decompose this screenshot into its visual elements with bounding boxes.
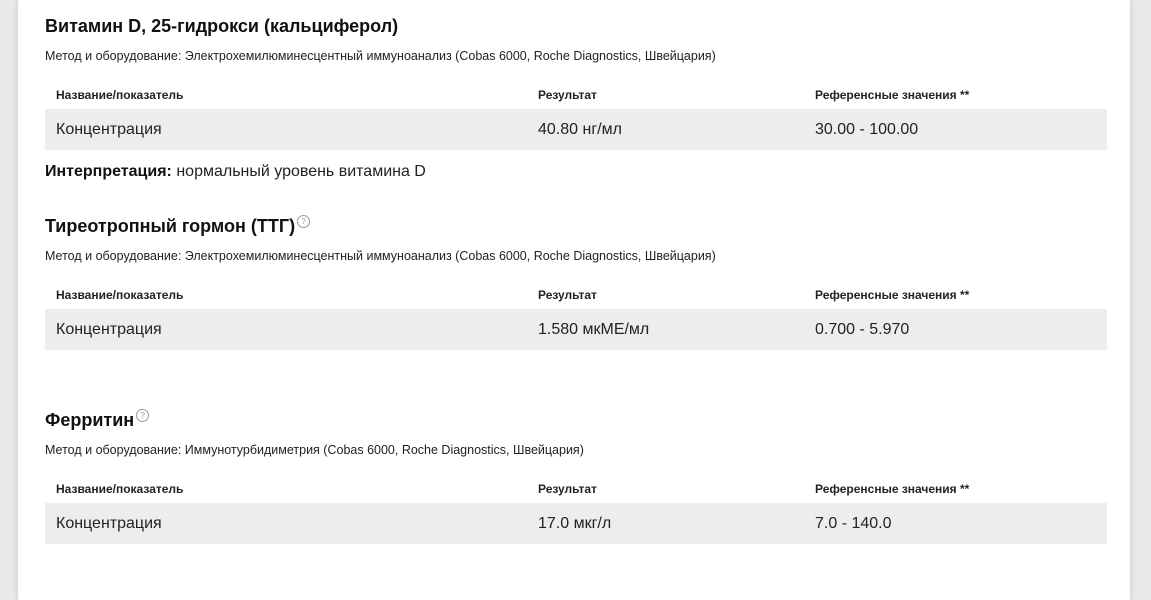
test-section-ferritin [45, 408, 1107, 544]
column-header-result: Результат [538, 482, 597, 496]
column-header-name: Название/показатель [56, 288, 184, 302]
interpretation [45, 163, 426, 181]
table-row [45, 503, 1107, 544]
test-method: Метод и оборудование: Иммунотурбидиметрия (Cobas 6000, Roche Diagnostics, Швейцария) [45, 443, 584, 457]
row-result: 1.580 мкМЕ/мл [538, 321, 650, 338]
column-header-name: Название/показатель [56, 88, 184, 102]
column-header-reference: Референсные значения ** [815, 88, 970, 102]
report-sheet [18, 0, 1130, 600]
test-title: Ферритин ? [45, 408, 1107, 432]
table-header [45, 479, 1107, 499]
column-header-reference: Референсные значения ** [815, 482, 970, 496]
column-header-reference: Референсные значения ** [815, 288, 970, 302]
row-result: 40.80 нг/мл [538, 121, 622, 138]
column-header-result: Результат [538, 288, 597, 302]
row-result: 17.0 мкг/л [538, 515, 612, 532]
test-title: Тиреотропный гормон (ТТГ) ? [45, 214, 1107, 238]
help-icon[interactable]: ? [297, 215, 310, 228]
help-icon[interactable]: ? [136, 409, 149, 422]
row-reference: 7.0 - 140.0 [815, 515, 892, 532]
interpretation-text: нормальный уровень витамина D [176, 163, 426, 180]
row-name: Концентрация [56, 121, 162, 138]
table-row [45, 109, 1107, 150]
test-title: Витамин D, 25-гидрокси (кальциферол) [45, 16, 399, 36]
interpretation-label: Интерпретация: [45, 163, 172, 180]
test-method: Метод и оборудование: Электрохемилюминесцентный иммуноанализ (Cobas 6000, Roche Diagnostics, Швейцария) [45, 249, 716, 263]
table-header [45, 285, 1107, 305]
row-name: Концентрация [56, 515, 162, 532]
column-header-name: Название/показатель [56, 482, 184, 496]
test-method: Метод и оборудование: Электрохемилюминесцентный иммуноанализ (Cobas 6000, Roche Diagnostics, Швейцария) [45, 49, 716, 63]
test-section-tsh [45, 214, 1107, 350]
test-section-vitamin-d [45, 14, 1107, 150]
row-reference: 30.00 - 100.00 [815, 121, 919, 138]
table-header [45, 85, 1107, 105]
row-name: Концентрация [56, 321, 162, 338]
table-row [45, 309, 1107, 350]
column-header-result: Результат [538, 88, 597, 102]
row-reference: 0.700 - 5.970 [815, 321, 910, 338]
